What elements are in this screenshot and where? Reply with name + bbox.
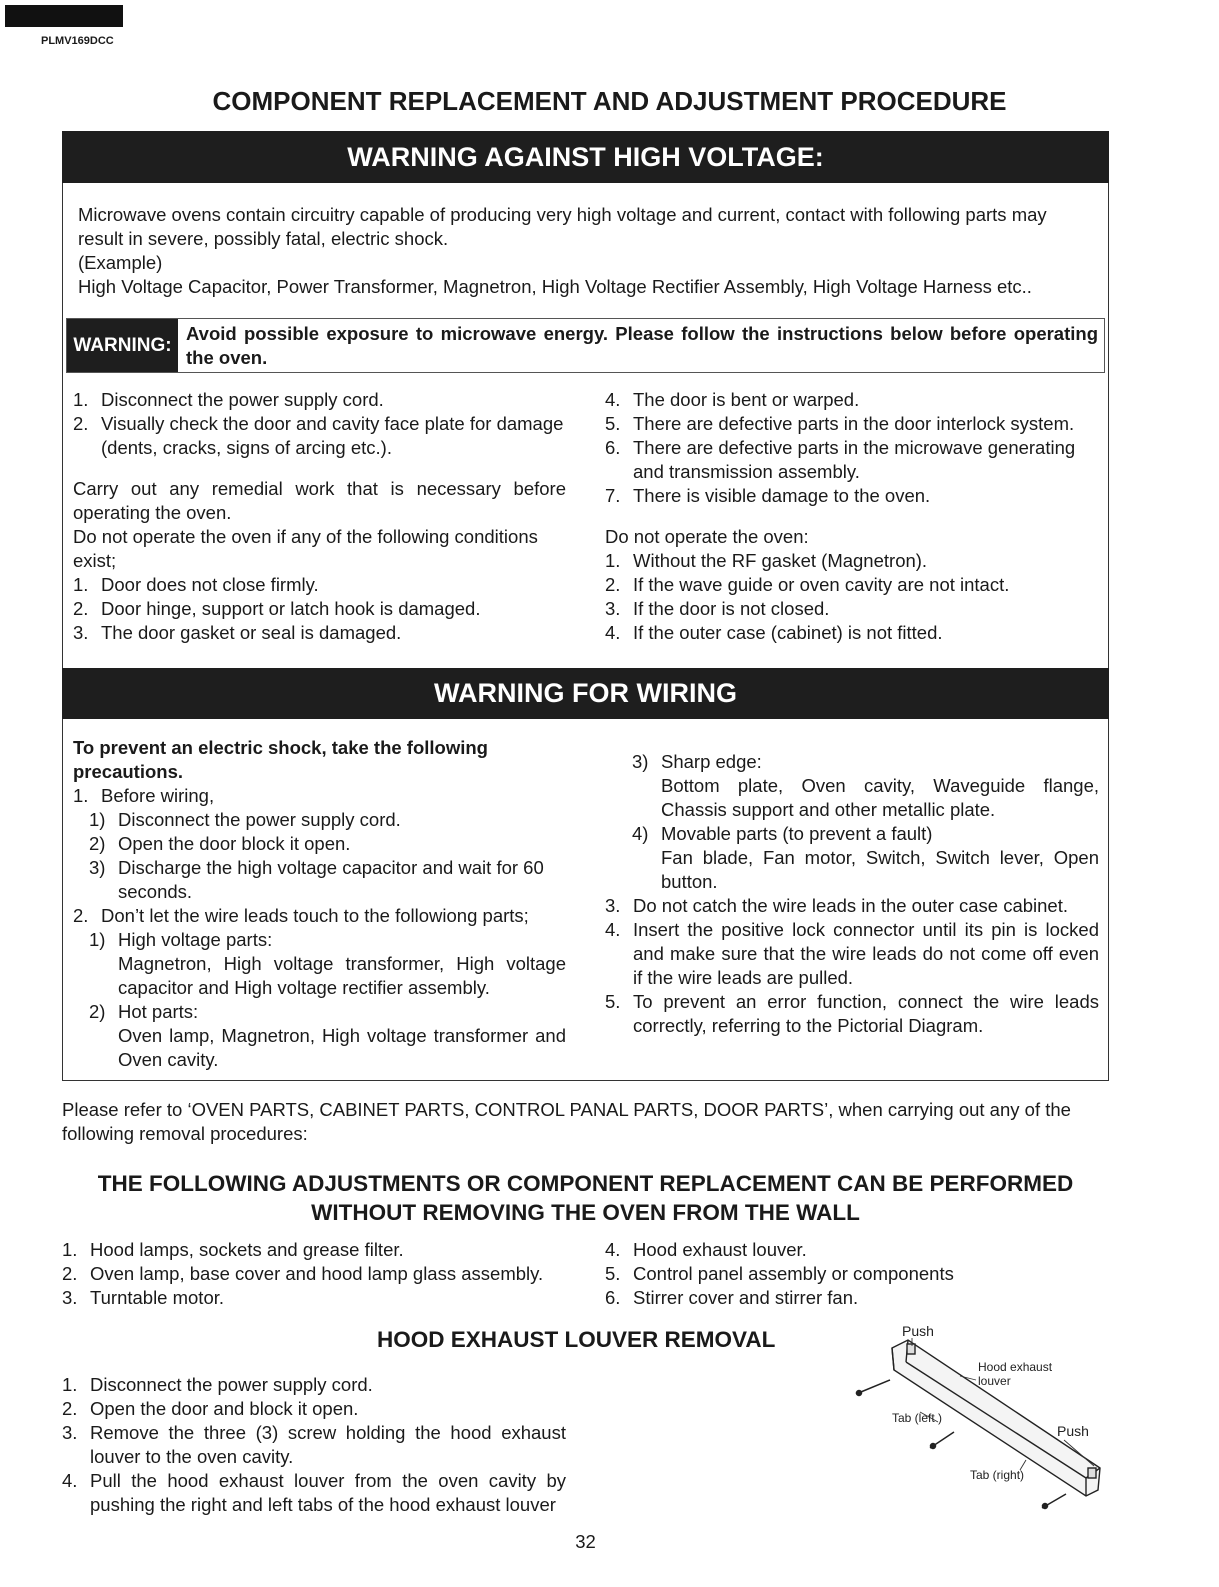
remedial-paragraph: Carry out any remedial work that is necessary before operating the oven.	[73, 478, 566, 523]
sub-list-item: 3) Discharge the high voltage capacitor and wait for 60 seconds.	[89, 857, 544, 902]
diagram-label-push-top: Push	[902, 1323, 934, 1339]
high-voltage-heading: WARNING AGAINST HIGH VOLTAGE:	[62, 131, 1109, 183]
list-item: 1. Door does not close firmly.	[73, 574, 319, 595]
warning-text: Avoid possible exposure to microwave energy. Please follow the instructions below before operating the oven.	[186, 323, 1098, 368]
sub-list-item: 2) Open the door block it open.	[89, 833, 351, 854]
wiring-heading: WARNING FOR WIRING	[62, 668, 1109, 719]
list-item: 2. Door hinge, support or latch hook is damaged.	[73, 598, 481, 619]
list-item: 3. Remove the three (3) screw holding the hood exhaust louver to the oven cavity.	[62, 1422, 566, 1467]
list-item: 4. Pull the hood exhaust louver from the oven cavity by pushing the right and left tabs of the hood exhaust louver	[62, 1470, 566, 1515]
list-item: 1. Before wiring,	[73, 785, 215, 806]
screw-head	[1043, 1504, 1048, 1509]
list-item: 2. Visually check the door and cavity face plate for damage (dents, cracks, signs of arcing etc.).	[73, 413, 564, 458]
list-item: 2. Don’t let the wire leads touch to the followiong parts;	[73, 905, 529, 926]
intro-line: (Example)	[78, 252, 163, 273]
list-item: 7. There is visible damage to the oven.	[605, 485, 931, 506]
do-not-operate-paragraph: Do not operate the oven:	[605, 526, 809, 547]
refer-paragraph: Please refer to ‘OVEN PARTS, CABINET PARTS, CONTROL PANAL PARTS, DOOR PARTS’, when carrying out any of the following removal procedures:	[62, 1099, 1071, 1144]
louver-removal-heading: HOOD EXHAUST LOUVER REMOVAL	[377, 1327, 776, 1352]
list-item: 1. Disconnect the power supply cord.	[73, 389, 384, 410]
intro-line: High Voltage Capacitor, Power Transformer, Magnetron, High Voltage Rectifier Assembly, High Voltage Harness etc..	[78, 276, 1032, 297]
model-number: PLMV169DCC	[41, 35, 114, 47]
adjustments-right-list	[605, 1238, 1099, 1310]
list-item: 3. Do not catch the wire leads in the outer case cabinet.	[605, 895, 1069, 916]
sub-list-item: 4) Movable parts (to prevent a fault) Fan blade, Fan motor, Switch, Switch lever, Open button.	[632, 823, 1099, 892]
list-item: 4. If the outer case (cabinet) is not fitted.	[605, 622, 943, 643]
wiring-left-column	[73, 736, 566, 1072]
sub-list-item: 2) Hot parts: Oven lamp, Magnetron, High voltage transformer and Oven cavity.	[89, 1001, 566, 1070]
header-black-bar	[5, 5, 123, 27]
diagram-label-push-right: Push	[1057, 1423, 1089, 1439]
adjustments-heading	[0, 1169, 1171, 1227]
list-item: 4. Hood exhaust louver.	[605, 1239, 807, 1260]
list-item: 5. Control panel assembly or components	[605, 1263, 954, 1284]
tab-left-shape	[907, 1344, 915, 1354]
hv-left-column	[73, 388, 566, 645]
list-item: 4. The door is bent or warped.	[605, 389, 860, 410]
page-title: COMPONENT REPLACEMENT AND ADJUSTMENT PROCEDURE	[212, 86, 1007, 116]
diagram-label-louver: Hood exhaust	[978, 1360, 1053, 1374]
list-item: 1. Disconnect the power supply cord.	[62, 1374, 373, 1395]
list-item: 2. If the wave guide or oven cavity are not intact.	[605, 574, 1010, 595]
adjustments-heading-line: THE FOLLOWING ADJUSTMENTS OR COMPONENT REPLACEMENT CAN BE PERFORMED	[97, 1171, 1074, 1196]
list-item: 3. The door gasket or seal is damaged.	[73, 622, 402, 643]
louver-steps	[62, 1373, 566, 1517]
list-item: 5. There are defective parts in the door interlock system.	[605, 413, 1075, 434]
list-item: 3. Turntable motor.	[62, 1287, 225, 1308]
screw-head	[931, 1444, 936, 1449]
list-item: 6. There are defective parts in the microwave generating and transmission assembly.	[605, 437, 1076, 482]
wiring-lead: To prevent an electric shock, take the following precautions.	[73, 737, 488, 782]
page-number: 32	[575, 1531, 596, 1552]
sub-list-item: 1) High voltage parts: Magnetron, High voltage transformer, High voltage capacitor and High voltage rectifier assembly.	[89, 929, 566, 998]
list-item: 4. Insert the positive lock connector until its pin is locked and make sure that the wire leads do not come off even if the wire leads are pulled.	[605, 919, 1099, 988]
diagram-label-tab-right: Tab (right)	[970, 1468, 1025, 1482]
intro-line: Microwave ovens contain circuitry capable of producing very high voltage and current, contact with following parts may	[78, 204, 1047, 225]
adjustments-left-list	[62, 1238, 582, 1310]
diagram-label-louver: louver	[978, 1374, 1011, 1388]
list-item: 2. Open the door and block it open.	[62, 1398, 359, 1419]
adjustments-heading-line: WITHOUT REMOVING THE OVEN FROM THE WALL	[311, 1200, 860, 1225]
list-item: 3. If the door is not closed.	[605, 598, 830, 619]
list-item: 1. Without the RF gasket (Magnetron).	[605, 550, 928, 571]
high-voltage-intro	[78, 203, 1103, 299]
wiring-right-column	[605, 750, 1099, 1038]
sub-list-item: 3) Sharp edge: Bottom plate, Oven cavity, Waveguide flange, Chassis support and other metallic plate.	[632, 751, 1099, 820]
hood-exhaust-louver-diagram	[850, 1318, 1110, 1530]
screw-head	[857, 1391, 862, 1396]
warning-label: WARNING:	[67, 319, 178, 372]
hv-right-column	[605, 388, 1099, 645]
conditions-paragraph: Do not operate the oven if any of the following conditions exist;	[73, 526, 538, 571]
sub-list-item: 1) Disconnect the power supply cord.	[89, 809, 401, 830]
list-item: 5. To prevent an error function, connect the wire leads correctly, referring to the Pictorial Diagram.	[605, 991, 1099, 1036]
tab-right-shape	[1088, 1468, 1096, 1478]
list-item: 6. Stirrer cover and stirrer fan.	[605, 1287, 859, 1308]
list-item: 2. Oven lamp, base cover and hood lamp glass assembly.	[62, 1263, 544, 1284]
diagram-label-tab-left: Tab (left )	[892, 1411, 943, 1425]
list-item: 1. Hood lamps, sockets and grease filter.	[62, 1239, 404, 1260]
intro-line: result in severe, possibly fatal, electric shock.	[78, 228, 449, 249]
